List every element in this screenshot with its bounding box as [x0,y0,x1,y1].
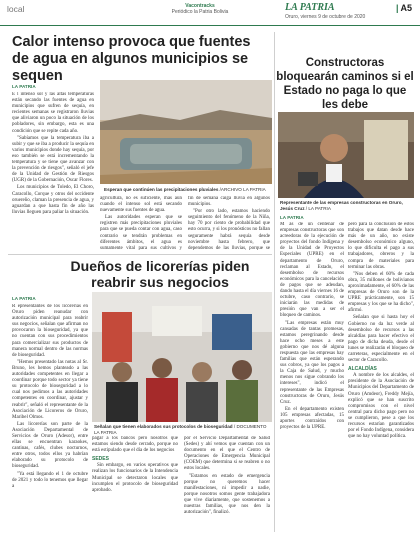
story2-p4: pero para la conclusión de estos trabajos que datan desde hace más de un año, no existe desembolso económico alguno, lo que dificulta el pago a sus trabajadores, obreros y la compra de materiales para terminar las obras. [348,222,414,270]
story2-col1 [280,222,344,532]
story2-p6: Señalan que si hasta hoy el Gobierno no da luz verde al desembolso de recursos a las alcaldías para hacer efectivo el pago de dicha deuda, desde el lunes se realizarán el bloqueo de carreteras, especialmente en el sector de Caracollo. [348,315,414,364]
story3-headline: Dueños de licorerías piden reabrir sus negocios [70,258,250,290]
section-label: local [7,4,25,14]
story1-byline: LA PATRIA [12,84,36,89]
story1-p7: fin de semana caiga lluvia en algunos municipios. [188,196,270,208]
story1-p4: agricultura, no es suficiente, más aún cuando el intenso sol está secando nuevamente sus fuentes de agua. [100,196,182,214]
section-divider [8,254,272,255]
story3-caption [94,424,272,436]
story3-p1: R epresentantes de los licorerías en Oruro piden reanudar con autorización municipal para reabrir sus negocios, señalan que afirman no provocaron la bioseguridad, ya que no cuentan con sus procedimientos para comercializar sus productos de manera normal dentro de las normas de bioseguridad. [12,304,88,358]
story2-caption [280,200,414,212]
story3-p4: "Ya está llegando el 1 de octubre de 2021 y todo lo tenemos que llegar a [12,471,88,489]
story1-col2 [100,196,182,252]
story1-caption-text: Esperan que continúen las precipitaciones pluviales [104,187,219,192]
page-number [396,3,412,13]
story1-photo [100,80,272,184]
story2-p2: "Las empresas están muy cansadas de tantas promesas, estamos peregrinando desde hace ocho meses a este gobierno que nos dé alguna respuesta que las empresas hay familias que están esperando sus cobros, ya que los pagos a la Caja de Salud, y mucho menos nos sigue cobrando los intereses", indicó el representante de las Empresas constructoras de Oruro, Jesús Cruz. [280,320,344,405]
speaker-portrait-photo-icon [278,112,414,198]
story3-caption-credit: / DOCUMENTO LA PATRIA [94,424,267,435]
page-separator-icon: | [396,3,399,13]
masthead-logo: LA PATRIA [285,2,335,13]
header-date: Oruro, viernes 9 de octubre de 2020 [285,14,366,20]
story2-photo [278,112,414,198]
dry-landscape-photo-icon [100,80,272,184]
story1-p5: Las autoridades esperan que se registren más precipitaciones pluviales para que se pueda contar con agua, caso contrario se tendrán problemas en diferentes ámbitos, el agua es sumamente vital para sus cultivos y [100,215,182,251]
story1-col1 [12,92,94,252]
story3-col2 [92,436,178,532]
story1-p2: "Sabíamos que la temperatura iba a subir y que se iba a producir la sequía en varios municipios donde hay sequía, por eso también se está incrementando la temperatura y se tiene que avanzar con la prevención de riesgos", señaló el jefe de la Unidad de Gestión de Riesgos (UGR) de la Gobernación, Oscar Flores. [12,135,94,184]
story3-p6: Sin embargo, en varios operativos que realizan los funcionarios de la Intendencia Municipal se detectaron locales que incumplen el protocolo de bioseguridad aprobado. [92,463,178,493]
story3-photo [92,292,272,422]
story1-p3: Los municipios de Toledo, El Choro, Caracollo, Corque y otros del occidente oruereño, claman la presencia de agua, y aguardan a que hasta fin de año las lluvias lleguen para paliar la situación. [12,185,94,215]
story2-col2 [348,222,414,532]
story2-byline: LA PATRIA [280,215,304,220]
story2-subhead: ALCALDÍAS [348,366,377,373]
story2-p3: En el departamento existen 105 empresas afectadas, 15 aportes contraídos con proyectos de la UPRE. [280,406,344,431]
story3-p2: "Hemos presentado las notas al Sr. Bruno, les hemos planteado a las autoridades competentes en llegar a coordinar porque todo sector ya tiene su protocolo de bioseguridad a lo cual nos pedimos a las autoridades competentes en coordinar, ajustar y reabrir", señaló el representante de la Asociación de Licoreros de Oruro, Maribel Olmos. [12,359,88,420]
story2-caption-credit: / LA PATRIA [305,206,331,211]
story1-headline: Calor intenso provoca que fuentes de agua en algunos municipios se sequen [12,34,251,84]
page-number-text: A5 [400,3,413,13]
story2-p5: "Nos deben el 60% de cada obra, 35 millones de bolivianos aproximadamente, el 60% de las empresas de Oruro son de la UPRE prácticamente, son 15 empresas y los que se ha dicho", afirmó. [348,271,414,314]
story1-p8: "Por otro lado, estamos haciendo seguimiento del fenómeno de la Niña, hay 70 por ciento de probabilidad que esto ocurra, y si los pronósticos no fallan seguramente habrá sequía desde noviembre hasta febrero, que dependemos de las lluvias, porque se [188,209,270,251]
story1-caption [104,187,274,193]
story3-col1 [12,304,88,532]
story2-caption-text: Representante de las empresas constructoras en Oruro, Jesús Cruz [280,200,403,211]
story1-p1: E l intenso sol y las altas temperaturas están secando las fuentes de agua en municipios que sufren de sequía, en recientes semanas se registraron lluvias que aliviaron un poco la situación de los pobladores, sin embargo, esta es una condición que se repite cada año. [12,92,94,134]
tagline-sub: Periódico la Patria Bolivia [171,9,229,15]
story2-headline: Constructoras bloquearán caminos si el Estado no paga lo que les debe [276,57,414,111]
story3-subhead: SEDES [92,456,109,463]
story3-p5: pagar a los bancos pero nosotros que estamos siendo desde cerrado, porque no está estipulado que el día de los negocios [92,436,178,454]
story2-p7: A nombre de los alcaldes, el presidente de la Asociación de Municipios del Departamento de Oruro (Amdeor), Freddy Mejía, explicó que se han suscrito compromisos con el nivel central para dicho pago pero no se cumplieron, pese a que los recursos estarían garantizados por el Fondo Indígena, considera que no hay voluntad política. [348,373,414,440]
story3-col3 [184,436,270,532]
column-divider [274,32,275,532]
story2-p1: M ás de un centenar de empresas constructoras que son acreedoras de la ejecución de proyectos del fondo Indígena y de la Unidad de Proyectos Especiales (UPRE) en el departamento de Oruro, reclaman al Estado, el desembolso de recursos económicos para la cancelación de pagos que se adeudan, dando hasta el día viernes 16 de octubre, caso contrario, se iniciarán las medidas de presión que van a ser el bloqueo de caminos. [280,222,344,319]
story3-p3: Las licorerías son parte de la Asociación Departamental de Servicios de Oruro (Adesor), entre ellas se encuentran karaokes, cantinas, cafés, clubes nocturnos, entre otros, todos ellos ya habrían elaborado su protocolo de bioseguridad. [12,421,88,470]
story1-caption-credit: /ARCHIVO LA PATRIA [219,187,266,192]
header-tagline [160,3,240,15]
protest-crowd-photo-icon [92,292,272,422]
story3-byline: LA PATRIA [12,296,36,301]
story3-caption-text: Señalan que tienen elaborados sus protocolos de bioseguridad [94,424,233,429]
story1-col3 [188,196,270,252]
tagline-title: Vacontracks [185,3,215,9]
story3-p8: "Estamos en estado de emergencia porque no queremos hacer manifestaciones, ni impedir a nadie, porque nosotros somos gente trabajadora que vive diariamente, que sostenemos a nuestras familias, que nos den la autorización", finalizó. [184,473,270,516]
story3-p7: por el Servicio Departamental de Salud (Sedes) y ahí vemos que cuentan con un documento en el que el Centro de Operaciones de Emergencia Municipal (COEM) que determina si se reabren o no estos locales. [184,436,270,472]
page-header [0,0,420,26]
